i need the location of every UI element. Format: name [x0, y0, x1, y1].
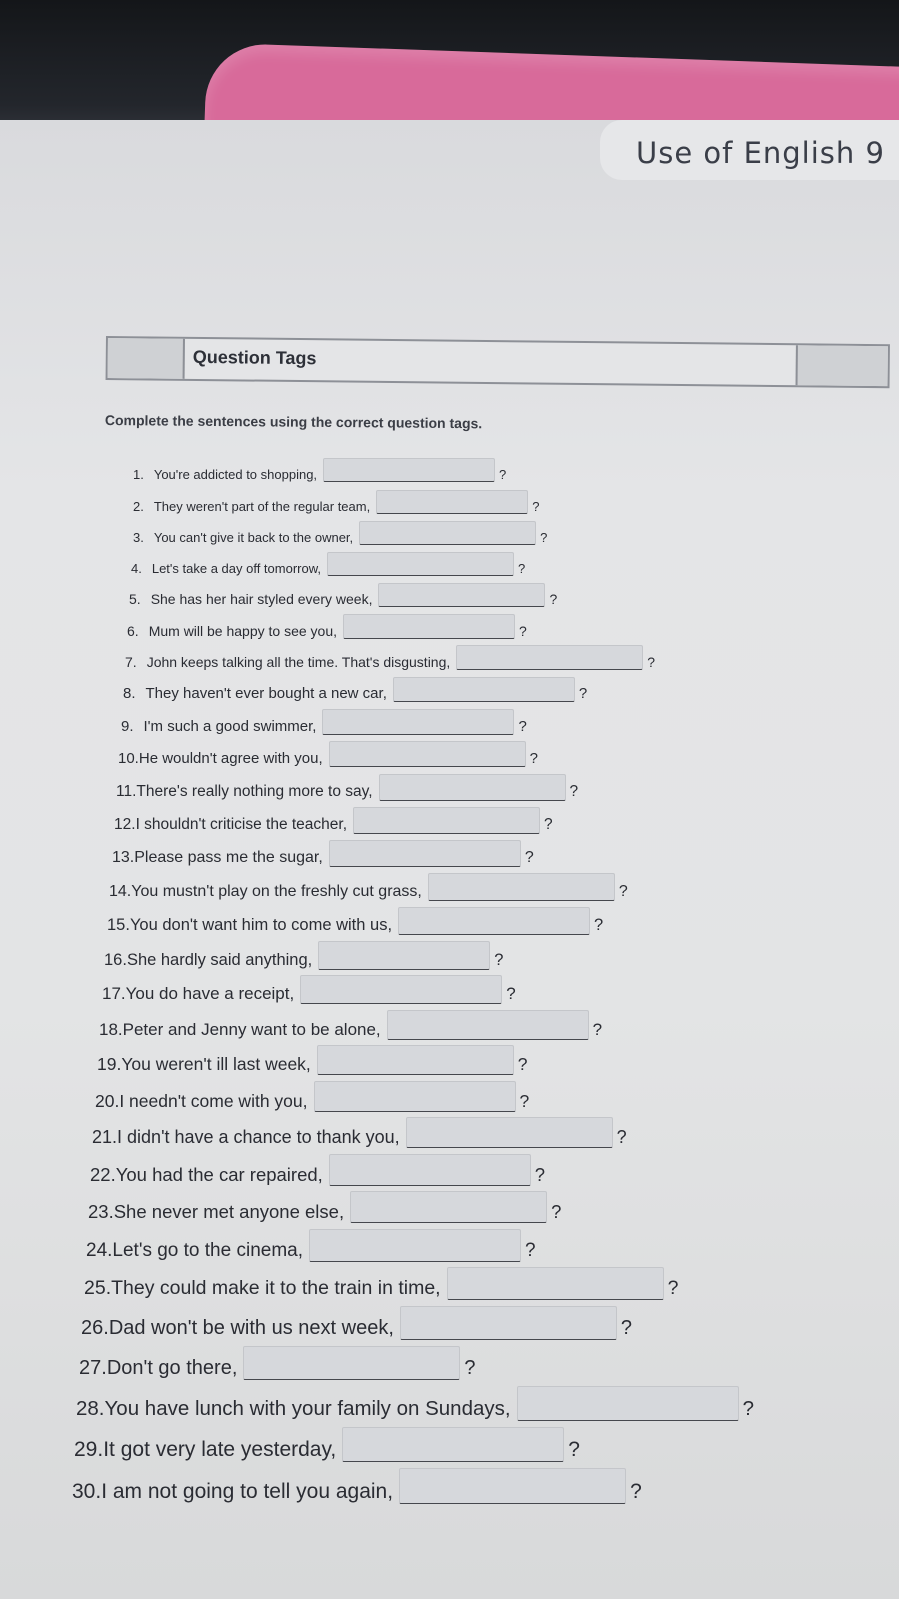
question-text: I am not going to tell you again, — [101, 1480, 394, 1503]
question-text: There's really nothing more to say, — [136, 783, 373, 800]
answer-blank[interactable] — [400, 1306, 617, 1340]
question-item — [95, 1081, 529, 1112]
question-text: They could make it to the train in time, — [111, 1277, 441, 1299]
question-item — [79, 1346, 476, 1380]
question-text: I shouldn't criticise the teacher, — [135, 816, 348, 833]
question-item — [104, 941, 503, 970]
question-mark: ? — [630, 1480, 642, 1503]
question-number: 17. — [102, 984, 126, 1003]
answer-blank[interactable] — [329, 840, 521, 867]
question-text: Let's take a day off tomorrow, — [151, 561, 322, 576]
question-item — [90, 1154, 545, 1186]
question-mark: ? — [616, 1127, 627, 1147]
answer-blank[interactable] — [359, 521, 536, 545]
question-mark: ? — [667, 1277, 679, 1299]
question-mark: ? — [594, 916, 604, 934]
answer-blank[interactable] — [517, 1386, 739, 1421]
answer-blank[interactable] — [447, 1267, 664, 1300]
answer-blank[interactable] — [327, 552, 514, 576]
answer-blank[interactable] — [376, 490, 528, 514]
answer-blank[interactable] — [428, 873, 615, 901]
question-item — [127, 614, 527, 639]
question-number: 26. — [81, 1317, 109, 1339]
question-item — [123, 677, 587, 702]
question-mark: ? — [569, 783, 579, 800]
question-text: Peter and Jenny want to be alone, — [122, 1020, 381, 1039]
question-mark: ? — [592, 1020, 603, 1039]
question-text: You had the car repaired, — [115, 1164, 323, 1185]
question-item — [76, 1386, 754, 1421]
question-text: I needn't come with you, — [119, 1091, 308, 1111]
answer-blank[interactable] — [318, 941, 490, 970]
answer-blank[interactable] — [378, 583, 545, 607]
question-item — [97, 1045, 528, 1075]
question-mark: ? — [551, 1201, 562, 1222]
answer-blank[interactable] — [329, 1154, 531, 1186]
question-text: You're addicted to shopping, — [153, 467, 318, 482]
answer-blank[interactable] — [322, 709, 514, 735]
question-number: 30. — [72, 1480, 102, 1503]
question-number: 16. — [104, 951, 127, 969]
answer-blank[interactable] — [300, 975, 502, 1004]
question-number: 9. — [121, 718, 134, 735]
question-item — [121, 709, 527, 735]
question-mark: ? — [534, 1164, 546, 1185]
banner-left-block — [108, 338, 185, 379]
question-mark: ? — [524, 849, 534, 866]
question-number: 20. — [95, 1091, 120, 1111]
question-text: She hardly said anything, — [126, 951, 313, 969]
question-text: Don't go there, — [106, 1357, 238, 1379]
question-text: She has her hair styled every week, — [150, 591, 373, 607]
question-number: 3. — [133, 530, 144, 545]
question-item — [116, 774, 578, 801]
banner-right-block — [796, 345, 888, 386]
question-number: 18. — [99, 1020, 123, 1039]
question-text: Dad won't be with us next week, — [108, 1317, 394, 1339]
question-item — [129, 583, 557, 607]
question-item — [81, 1306, 632, 1340]
question-mark: ? — [499, 467, 507, 482]
question-item — [133, 490, 539, 514]
question-text: John keeps talking all the time. That's disgusting, — [146, 654, 451, 670]
question-number: 21. — [92, 1127, 118, 1147]
question-number: 19. — [97, 1054, 122, 1074]
answer-blank[interactable] — [329, 741, 526, 767]
question-mark: ? — [518, 561, 526, 576]
question-item — [114, 807, 553, 834]
question-item — [102, 975, 516, 1004]
question-mark: ? — [578, 685, 588, 702]
question-mark: ? — [647, 654, 656, 670]
question-mark: ? — [464, 1357, 476, 1379]
question-number: 12. — [114, 816, 136, 833]
question-item — [92, 1117, 627, 1148]
question-mark: ? — [568, 1438, 580, 1461]
question-number: 11. — [116, 783, 137, 800]
answer-blank[interactable] — [387, 1010, 589, 1040]
question-mark: ? — [518, 718, 527, 735]
question-mark: ? — [519, 1091, 530, 1111]
answer-blank[interactable] — [343, 614, 515, 639]
question-number: 23. — [88, 1201, 114, 1222]
question-mark: ? — [544, 816, 553, 833]
page-header-title: Use of English 9 — [636, 136, 885, 170]
question-mark: ? — [540, 530, 548, 545]
question-mark: ? — [529, 750, 539, 767]
question-text: You mustn't play on the freshly cut grass, — [131, 883, 422, 900]
question-text: They weren't part of the regular team, — [153, 499, 371, 514]
question-number: 29. — [74, 1438, 104, 1461]
question-mark: ? — [742, 1397, 754, 1420]
question-item — [84, 1267, 678, 1300]
question-text: He wouldn't agree with you, — [138, 750, 323, 767]
question-mark: ? — [525, 1240, 536, 1261]
question-mark: ? — [506, 984, 516, 1003]
question-number: 6. — [127, 623, 139, 639]
question-text: They haven't ever bought a new car, — [145, 685, 387, 702]
question-mark: ? — [549, 591, 558, 607]
answer-blank[interactable] — [314, 1081, 516, 1112]
question-mark: ? — [620, 1317, 633, 1339]
question-item — [74, 1427, 580, 1462]
question-mark: ? — [519, 623, 527, 639]
answer-blank[interactable] — [309, 1229, 521, 1262]
question-text: You can't give it back to the owner, — [153, 530, 354, 545]
answer-blank[interactable] — [399, 1468, 626, 1504]
question-mark: ? — [618, 883, 628, 900]
question-number: 15. — [107, 916, 130, 934]
question-item — [125, 645, 655, 670]
question-number: 5. — [129, 591, 141, 607]
section-title: Question Tags — [192, 346, 317, 369]
answer-blank[interactable] — [317, 1045, 514, 1075]
question-text: Mum will be happy to see you, — [148, 623, 338, 639]
question-text: You don't want him to come with us, — [129, 916, 393, 934]
question-number: 28. — [76, 1397, 105, 1420]
answer-blank[interactable] — [323, 458, 495, 482]
question-number: 7. — [125, 654, 137, 670]
answer-blank[interactable] — [393, 677, 575, 702]
question-number: 22. — [90, 1164, 116, 1185]
question-item — [133, 458, 506, 482]
answer-blank[interactable] — [406, 1117, 613, 1148]
question-number: 2. — [133, 499, 144, 514]
question-number: 13. — [112, 849, 135, 866]
question-number: 8. — [123, 685, 136, 702]
question-item — [72, 1468, 642, 1504]
instruction-text: Complete the sentences using the correct question tags. — [104, 412, 483, 432]
question-text: You weren't ill last week, — [121, 1054, 311, 1074]
question-number: 14. — [109, 883, 132, 900]
question-text: It got very late yesterday, — [103, 1438, 337, 1461]
question-item — [131, 552, 525, 576]
question-text: I didn't have a chance to thank you, — [117, 1127, 400, 1147]
question-text: She never met anyone else, — [113, 1201, 345, 1222]
question-text: Let's go to the cinema, — [112, 1240, 303, 1261]
answer-blank[interactable] — [379, 774, 566, 801]
question-text: I'm such a good swimmer, — [143, 718, 317, 735]
question-item — [109, 873, 628, 901]
question-number: 10. — [118, 750, 139, 767]
question-number: 1. — [133, 467, 144, 482]
question-item — [112, 840, 534, 867]
question-item — [99, 1010, 602, 1040]
question-number: 24. — [86, 1240, 113, 1261]
answer-blank[interactable] — [342, 1427, 564, 1462]
question-mark: ? — [517, 1054, 528, 1074]
answer-blank[interactable] — [353, 807, 540, 834]
question-item — [107, 907, 603, 935]
question-text: You have lunch with your family on Sundays, — [104, 1397, 511, 1420]
answer-blank[interactable] — [456, 645, 643, 670]
question-mark: ? — [494, 951, 504, 969]
section-banner — [106, 336, 890, 388]
question-text: You do have a receipt, — [125, 984, 295, 1003]
answer-blank[interactable] — [243, 1346, 460, 1380]
question-item — [118, 741, 538, 767]
question-item — [133, 521, 547, 545]
question-number: 25. — [84, 1277, 112, 1299]
question-number: 27. — [79, 1357, 107, 1379]
question-mark: ? — [532, 499, 540, 514]
question-item — [88, 1191, 561, 1223]
question-text: Please pass me the sugar, — [134, 849, 323, 866]
question-item — [86, 1229, 536, 1262]
answer-blank[interactable] — [350, 1191, 547, 1223]
question-number: 4. — [131, 561, 142, 576]
answer-blank[interactable] — [398, 907, 590, 935]
